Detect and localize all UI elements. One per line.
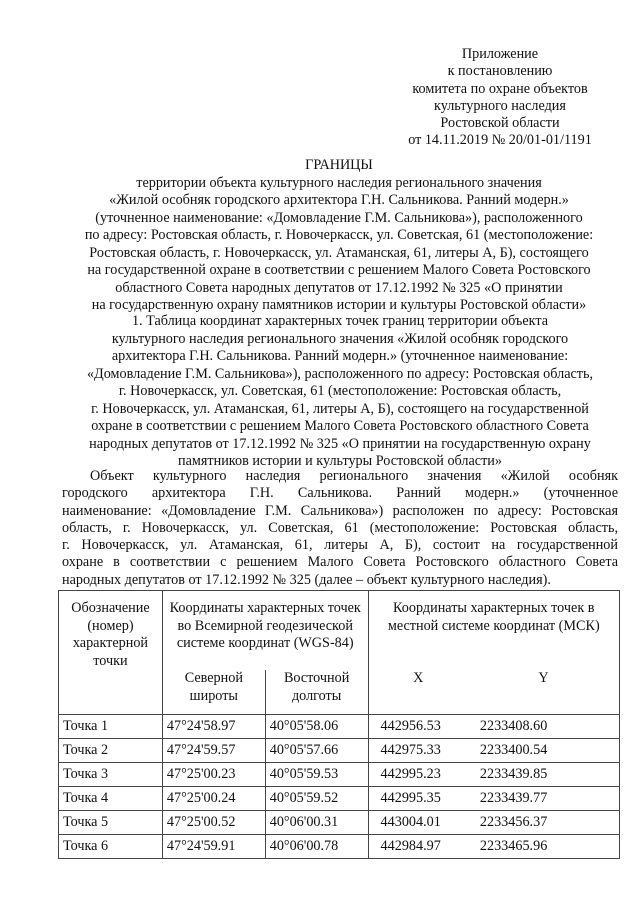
cell-lat: 47°24'59.57: [162, 739, 265, 763]
section-1-heading: [62, 313, 618, 471]
cell-lat: 47°24'59.91: [162, 835, 265, 859]
cell-y: 2233400.54: [468, 739, 620, 763]
cell-x: 442975.33: [368, 739, 468, 763]
title-line: «Жилой особняк городского архитектора Г.Н. Сальникова. Ранний модерн.»: [109, 192, 569, 208]
annex-line: к постановлению: [447, 63, 553, 80]
title-line: территории объекта культурного наследия регионального значения: [136, 174, 542, 191]
annex-line: от 14.11.2019 № 20/01-01/1191: [408, 132, 592, 149]
cell-point: Точка 2: [59, 739, 163, 763]
section-line: г. Новочеркасск, ул. Атаманская, 61, литеры А, Б), состоящего на государственной: [91, 400, 589, 417]
object-description-paragraph: [62, 468, 618, 589]
document-title: [58, 157, 620, 315]
title-line: областного Совета народных депутатов от 17.12.1992 № 325 «О принятии: [115, 279, 563, 296]
paragraph-line: охране в соответствии с решением Малого Совета Ростовского областного Совета: [62, 554, 618, 571]
title-line: (уточненное наименование: «Домовладение Г.М. Сальникова»), расположенного: [95, 209, 583, 226]
cell-lon: 40°05'59.52: [265, 787, 368, 811]
header-point-designation: Обозначение (номер) характерной точки: [59, 591, 163, 715]
title-line: на государственной охране в соответствии с решением Малого Совета Ростовского: [87, 262, 591, 278]
annex-line: комитета по охране объектов: [412, 80, 588, 97]
cell-lon: 40°05'57.66: [265, 739, 368, 763]
header-x: X: [368, 670, 468, 715]
paragraph-line: наименование: «Домовладение Г.М. Сальникова») расположен по адресу: Ростовская: [62, 502, 618, 519]
section-line: народных депутатов от 17.12.1992 № 325 «О принятии на государственную охрану: [89, 435, 591, 452]
cell-point: Точка 4: [59, 787, 163, 811]
cell-lat: 47°24'58.97: [162, 715, 265, 739]
table-row: [59, 811, 620, 835]
table-row: [59, 763, 620, 787]
table-row: [59, 787, 620, 811]
header-wgs84: Координаты характерных точек во Всемирной геодезической системе координат (WGS-84): [162, 591, 368, 671]
cell-x: 442995.23: [368, 763, 468, 787]
cell-lat: 47°25'00.52: [162, 811, 265, 835]
cell-lat: 47°25'00.24: [162, 787, 265, 811]
section-line: памятников истории и культуры Ростовской области»: [178, 453, 502, 469]
coordinates-table: [58, 590, 620, 859]
cell-x: 443004.01: [368, 811, 468, 835]
cell-lon: 40°05'58.06: [265, 715, 368, 739]
header-y: Y: [468, 670, 620, 715]
cell-point: Точка 1: [59, 715, 163, 739]
cell-point: Точка 5: [59, 811, 163, 835]
title-heading: ГРАНИЦЫ: [305, 157, 373, 173]
paragraph-line: городского архитектора Г.Н. Сальникова. Ранний модерн.» (уточненное: [62, 485, 618, 502]
title-line: Ростовская область, г. Новочеркасск, ул. Атаманская, 61, литеры А, Б), состоящего: [89, 244, 589, 261]
section-line: г. Новочеркасск, ул. Советская, 61 (местоположение: Ростовская область,: [118, 383, 562, 399]
annex-line: Приложение: [461, 46, 539, 62]
section-line: охране в соответствии с решением Малого Совета Ростовского областного Совета: [91, 418, 589, 434]
annex-header: [380, 46, 620, 150]
cell-y: 2233439.85: [468, 763, 620, 787]
section-line: 1. Таблица координат характерных точек границ территории объекта: [131, 313, 549, 329]
header-latitude: Северной широты: [162, 670, 265, 715]
cell-point: Точка 3: [59, 763, 163, 787]
section-line: архитектора Г.Н. Сальникова. Ранний модерн.» (уточненное наименование:: [111, 348, 569, 364]
cell-x: 442984.97: [368, 835, 468, 859]
cell-point: Точка 6: [59, 835, 163, 859]
header-msk: Координаты характерных точек в местной системе координат (МСК): [368, 591, 619, 671]
annex-line: культурного наследия: [434, 97, 566, 114]
paragraph-line: г. Новочеркасск, ул. Атаманская, 61, литеры А, Б), состоит на государственной: [62, 537, 618, 554]
header-longitude: Восточной долготы: [265, 670, 368, 715]
cell-y: 2233456.37: [468, 811, 620, 835]
title-line: на государственную охрану памятников истории и культуры Ростовской области»: [91, 297, 587, 313]
paragraph-line: народных депутатов от 17.12.1992 № 325 (далее – объект культурного наследия).: [62, 571, 551, 588]
paragraph-line: область, г. Новочеркасск, ул. Советская, 61 (местоположение: Ростовская область,: [62, 519, 618, 536]
section-line: «Домовладение Г.М. Сальникова»), расположенного по адресу: Ростовская область,: [86, 365, 594, 382]
cell-lon: 40°06'00.78: [265, 835, 368, 859]
annex-line: Ростовской области: [440, 115, 560, 132]
table-row: [59, 835, 620, 859]
cell-x: 442995.35: [368, 787, 468, 811]
cell-lon: 40°05'59.53: [265, 763, 368, 787]
cell-x: 442956.53: [368, 715, 468, 739]
table-row: [59, 715, 620, 739]
cell-y: 2233465.96: [468, 835, 620, 859]
table-row: [59, 739, 620, 763]
title-line: по адресу: Ростовская область, г. Новочеркасск, ул. Советская, 61 (местоположение:: [84, 227, 594, 243]
section-line: культурного наследия регионального значения «Жилой особняк городского: [111, 330, 569, 347]
cell-y: 2233439.77: [468, 787, 620, 811]
cell-lat: 47°25'00.23: [162, 763, 265, 787]
cell-y: 2233408.60: [468, 715, 620, 739]
paragraph-line: Объект культурного наследия регионального значения «Жилой особняк: [90, 468, 618, 484]
cell-lon: 40°06'00.31: [265, 811, 368, 835]
table-header-row: [59, 591, 620, 671]
